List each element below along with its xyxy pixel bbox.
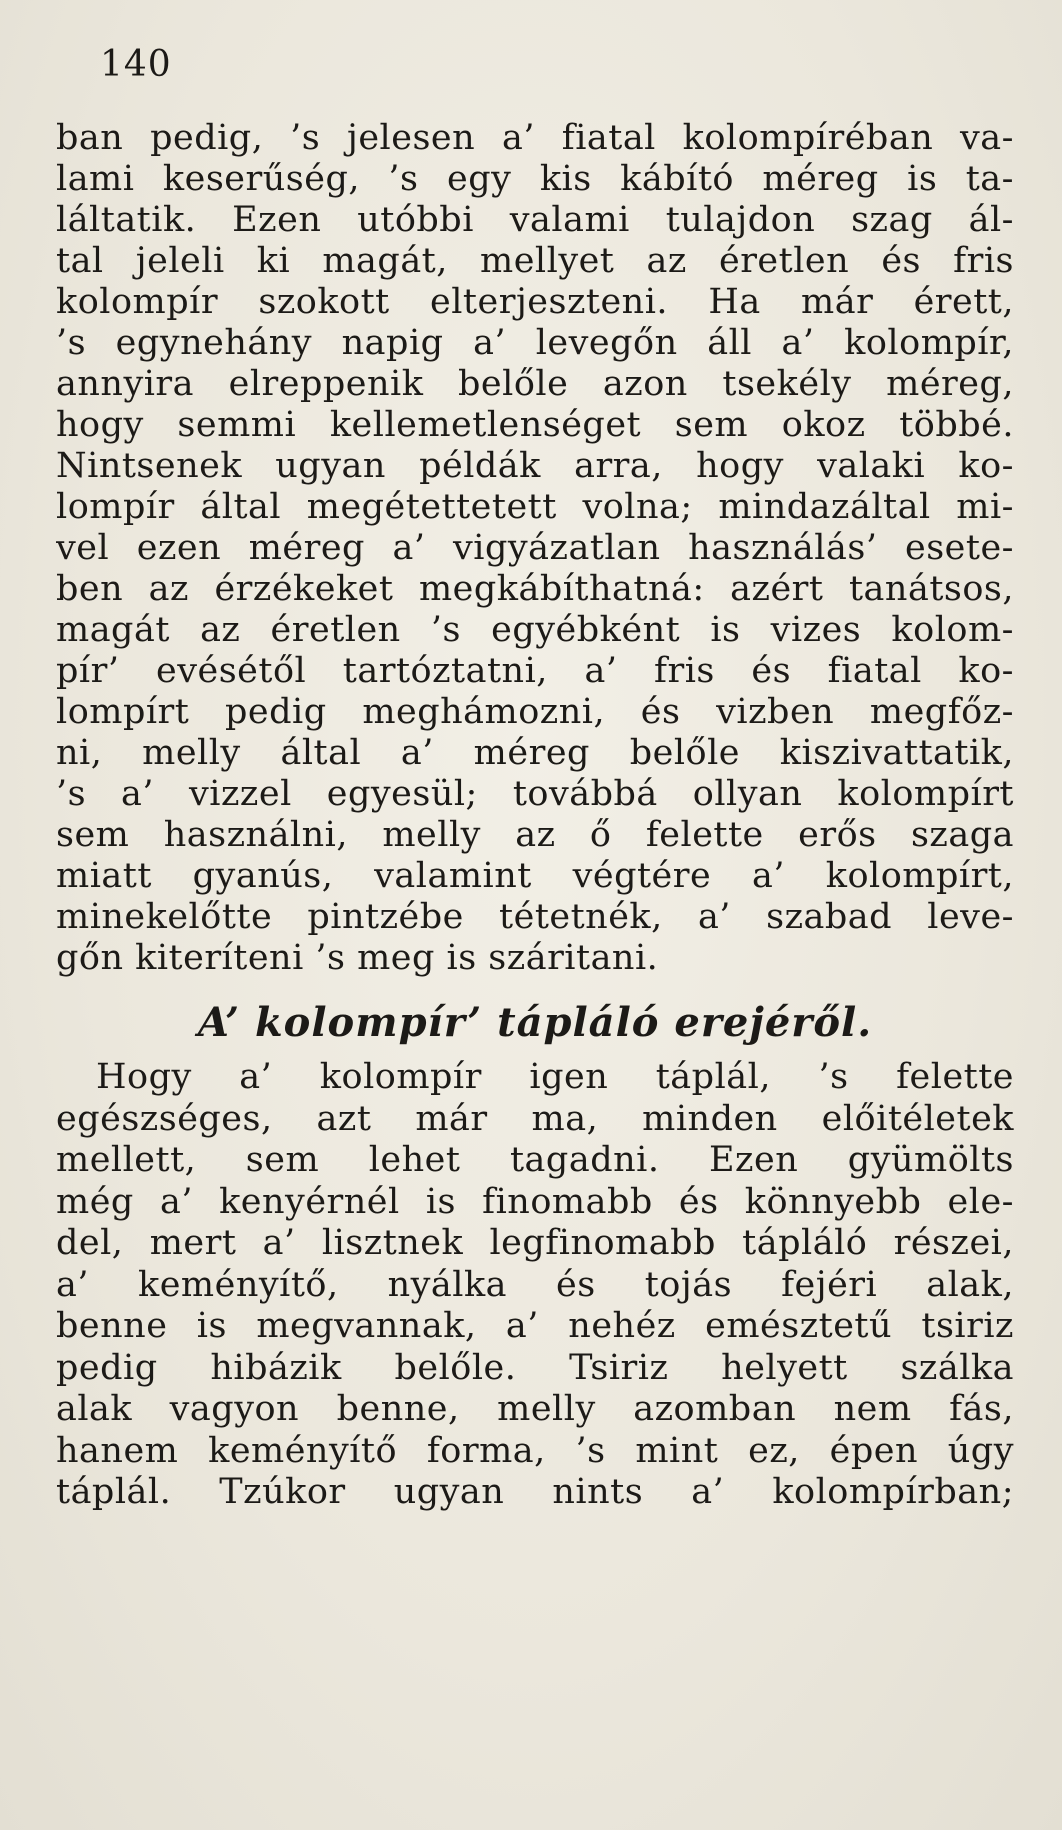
text-line: tal jeleli ki magát, mellyet az éretlen és fris bbox=[56, 241, 1014, 281]
text-line: Hogy a’ kolompír igen táplál, ’s felette bbox=[96, 1057, 1014, 1097]
text-line: lami keserűség, ’s egy kis kábító méreg is ta- bbox=[56, 159, 1014, 199]
text-line: táplál. Tzúkor ugyan nints a’ kolompírban; bbox=[56, 1472, 1014, 1512]
text-line: minekelőtte pintzébe tétetnék, a’ szabad leve- bbox=[56, 897, 1014, 937]
text-line: ben az érzékeket megkábíthatná: azért tanátsos, bbox=[56, 569, 1014, 609]
text-line: egészséges, azt már ma, minden előitéletek bbox=[56, 1098, 1014, 1139]
page-body bbox=[56, 118, 1014, 1514]
text-line: hanem keményítő forma, ’s mint ez, épen úgy bbox=[56, 1430, 1014, 1471]
text-line: mellett, sem lehet tagadni. Ezen gyümölts bbox=[56, 1140, 1014, 1180]
text-line: annyira elreppenik belőle azon tsekély méreg, bbox=[56, 364, 1014, 404]
text-line: pedig hibázik belőle. Tsiriz helyett szálka bbox=[56, 1347, 1014, 1388]
text-line: vel ezen méreg a’ vigyázatlan használás’ esete- bbox=[56, 528, 1014, 568]
text-line: ’s egynehány napig a’ levegőn áll a’ kolompír, bbox=[56, 323, 1014, 363]
section-heading: A’ kolompír’ tápláló erejéről. bbox=[197, 999, 873, 1046]
text-line: magát az éretlen ’s egyébként is vizes kolom- bbox=[56, 610, 1014, 650]
text-line: sem használni, melly az ő felette erős szaga bbox=[56, 815, 1014, 855]
page-number: 140 bbox=[100, 44, 172, 85]
text-line: Nintsenek ugyan példák arra, hogy valaki ko- bbox=[56, 446, 1014, 486]
paragraph-2 bbox=[56, 1057, 1014, 1514]
text-line: gőn kiteríteni ’s meg is száritani. bbox=[56, 938, 659, 978]
text-line: miatt gyanús, valamint végtére a’ kolompírt, bbox=[56, 856, 1014, 896]
text-line: benne is megvannak, a’ nehéz emésztetű tsiriz bbox=[56, 1306, 1014, 1346]
text-line: a’ keményítő, nyálka és tojás fejéri alak, bbox=[56, 1264, 1014, 1305]
text-line: pír’ evésétől tartóztatni, a’ fris és fiatal ko- bbox=[56, 651, 1014, 691]
text-line: alak vagyon benne, melly azomban nem fás, bbox=[56, 1389, 1014, 1429]
text-line: kolompír szokott elterjeszteni. Ha már érett, bbox=[56, 282, 1014, 322]
text-line: hogy semmi kellemetlenséget sem okoz többé. bbox=[56, 405, 1014, 445]
text-line: ’s a’ vizzel egyesül; továbbá ollyan kolompírt bbox=[56, 774, 1014, 814]
text-line: lompír által megétettetett volna; mindazáltal mi- bbox=[56, 487, 1014, 527]
paragraph-1 bbox=[56, 118, 1014, 979]
text-line: lompírt pedig meghámozni, és vizben megfőz- bbox=[56, 692, 1014, 732]
text-line: del, mert a’ lisztnek legfinomabb tápláló részei, bbox=[56, 1223, 1014, 1263]
text-line: ni, melly által a’ méreg belőle kiszivattatik, bbox=[56, 733, 1014, 773]
text-line: láltatik. Ezen utóbbi valami tulajdon szag ál- bbox=[56, 200, 1014, 240]
text-line: még a’ kenyérnél is finomabb és könnyebb ele- bbox=[56, 1181, 1014, 1222]
text-line: ban pedig, ’s jelesen a’ fiatal kolompíréban va- bbox=[56, 118, 1014, 158]
